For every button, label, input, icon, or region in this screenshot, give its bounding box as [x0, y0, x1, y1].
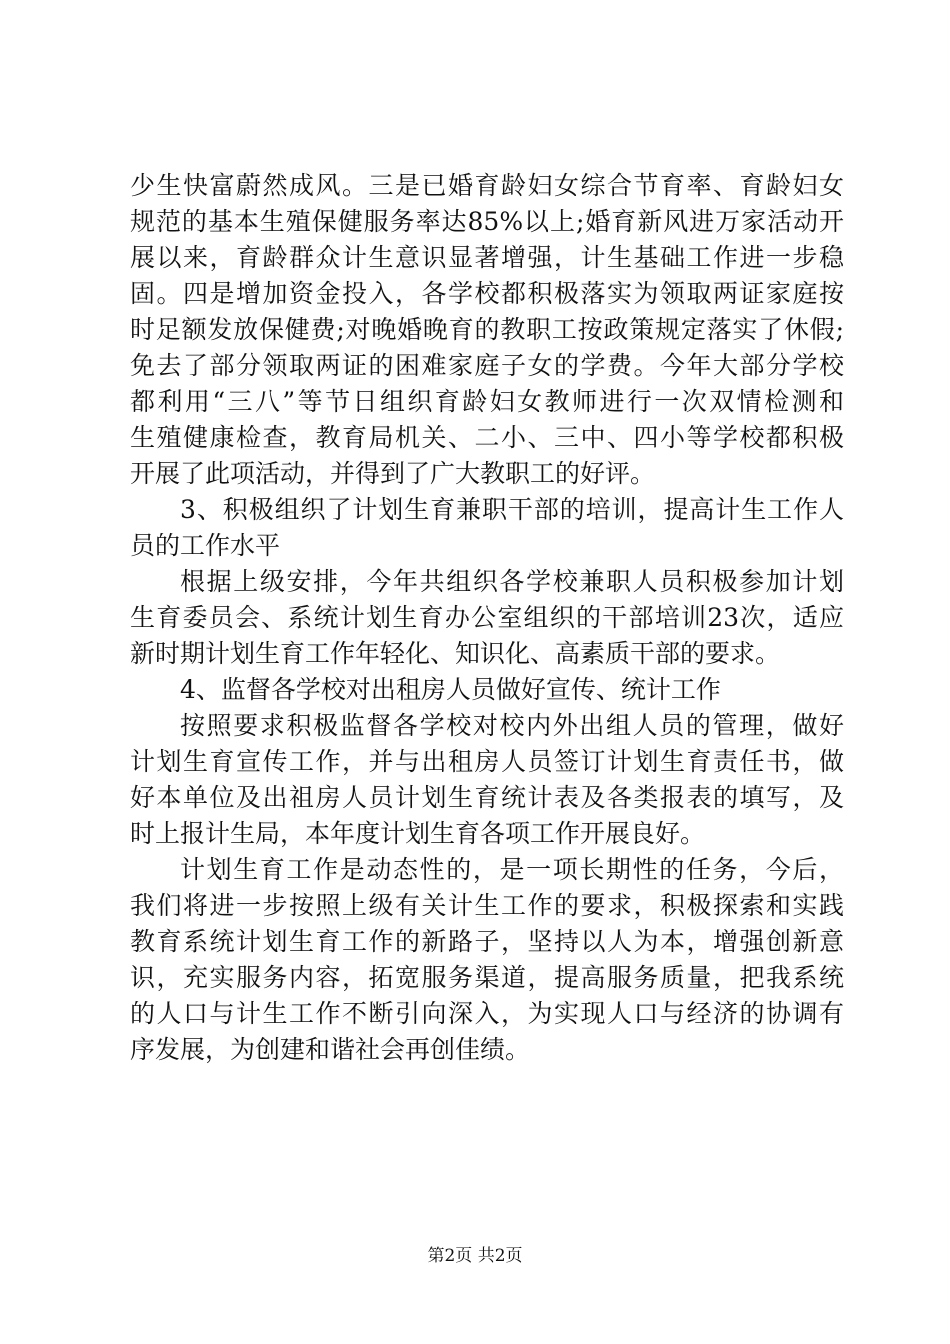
text-line: 识，充实服务内容，拓宽服务渠道，提高服务质量，把我系统 — [130, 963, 844, 992]
text-line: 新时期计划生育工作年轻化、知识化、高素质干部的要求。 — [130, 639, 781, 668]
text-line: 根据上级安排，今年共组织各学校兼职人员积极参加计划 — [180, 567, 844, 596]
text-line: 展以来，育龄群众计生意识显著增强，计生基础工作进一步稳 — [130, 243, 844, 272]
text-line: 按照要求积极监督各学校对校内外出组人员的管理，做好 — [180, 711, 844, 740]
text-line: 生育委员会、系统计划生育办公室组织的干部培训23次，适应 — [130, 603, 844, 632]
text-line: 规范的基本生殖保健服务率达85%以上;婚育新风进万家活动开 — [130, 207, 844, 236]
text-line: 好本单位及出祖房人员计划生育统计表及各类报表的填写，及 — [130, 783, 844, 812]
text-line: 都利用“三八”等节日组织育龄妇女教师进行一次双情检测和 — [130, 387, 844, 416]
section-heading-3-cont: 员的工作水平 — [130, 531, 281, 560]
text-line: 教育系统计划生育工作的新路子，坚持以人为本，增强创新意 — [130, 927, 844, 956]
text-line: 生殖健康检查，教育局机关、二小、三中、四小等学校都积极 — [130, 423, 844, 452]
page-footer: 第2页 共2页 — [427, 1246, 523, 1266]
text-line: 的人口与计生工作不断引向深入，为实现人口与经济的协调有 — [130, 999, 844, 1028]
text-line: 我们将进一步按照上级有关计生工作的要求，积极探索和实践 — [130, 891, 844, 920]
text-line: 时上报计生局，本年度计划生育各项工作开展良好。 — [130, 819, 706, 848]
section-heading-4: 4、监督各学校对出租房人员做好宣传、统计工作 — [180, 675, 721, 704]
body-text — [130, 168, 844, 1068]
text-line: 计划生育宣传工作，并与出租房人员签订计划生育责任书，做 — [130, 747, 844, 776]
text-line: 计划生育工作是动态性的，是一项长期性的任务，今后， — [180, 855, 844, 884]
text-line: 序发展，为创建和谐社会再创佳绩。 — [130, 1035, 531, 1064]
text-line: 固。四是增加资金投入，各学校都积极落实为领取两证家庭按 — [130, 279, 844, 308]
text-line: 免去了部分领取两证的困难家庭子女的学费。今年大部分学校 — [130, 351, 844, 380]
section-heading-3: 3、积极组织了计划生育兼职干部的培训，提高计生工作人 — [180, 495, 844, 524]
text-line: 时足额发放保健费;对晚婚晚育的教职工按政策规定落实了休假; — [130, 315, 844, 344]
text-line: 少生快富蔚然成风。三是已婚育龄妇女综合节育率、育龄妇女 — [130, 171, 844, 200]
text-line: 开展了此项活动，并得到了广大教职工的好评。 — [130, 459, 656, 488]
